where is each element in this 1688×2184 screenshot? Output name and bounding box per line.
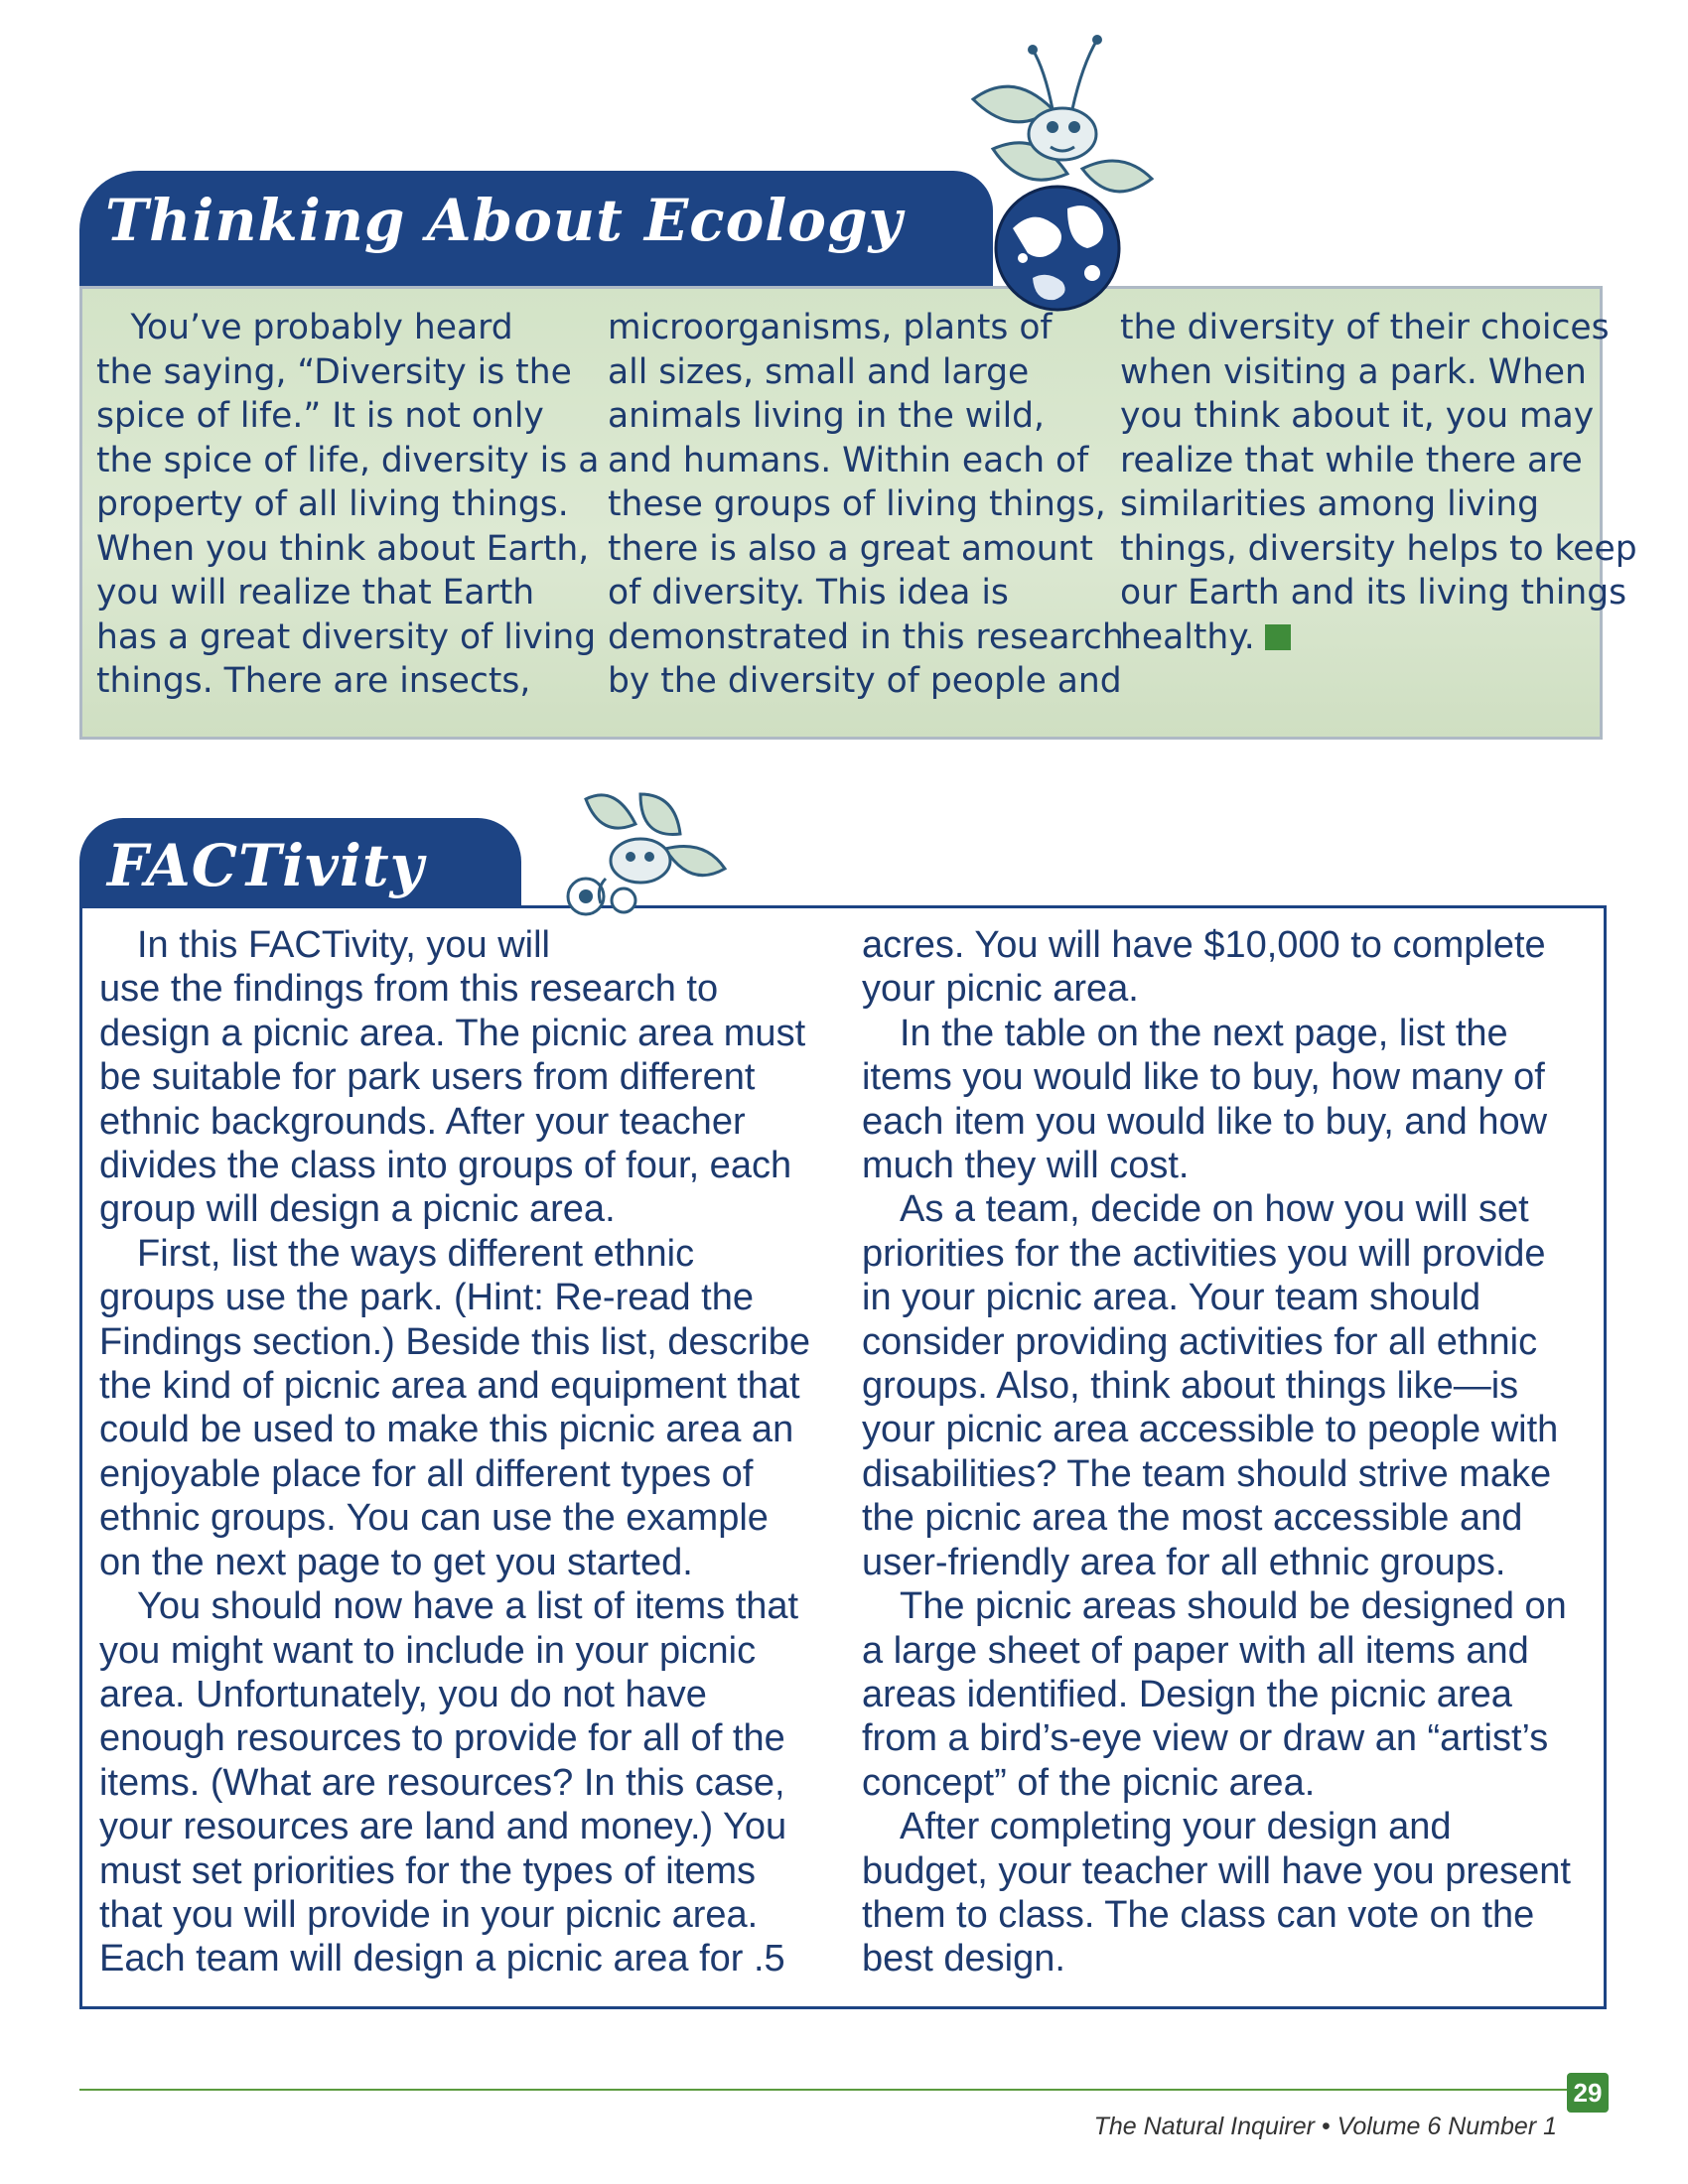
text-line: The picnic areas should be designed on [862,1585,1567,1628]
text-line: items. (What are resources? In this case, [99,1761,785,1804]
ecology-title: Thinking About Ecology [105,187,904,254]
text-line: the diversity of their choices [1120,308,1610,347]
text-line: priorities for the activities you will provide [862,1232,1546,1275]
text-line: your picnic area. [862,968,1139,1011]
text-line: in your picnic area. Your team should [862,1277,1481,1319]
text-line: realize that while there are [1120,440,1583,480]
text-line: animals living in the wild, [608,396,1046,436]
text-line: your resources are land and money.) You [99,1806,787,1848]
text-line: when visiting a park. When [1120,351,1587,392]
flying-insect-illustration [546,779,735,928]
text-line: must set priorities for the types of items [99,1849,757,1892]
factivity-column-2 [862,923,1571,1981]
text-line: budget, your teacher will have you present [862,1849,1571,1892]
text-line-final: healthy. [1120,616,1255,657]
factivity-title: FACTivity [107,832,425,899]
footer-publication: The Natural Inquirer • Volume 6 Number 1 [1093,2113,1557,2140]
text-line: you think about it, you may [1120,396,1595,436]
text-line: things, diversity helps to keep [1120,528,1637,569]
text-line: your picnic area accessible to people with [862,1409,1559,1451]
factivity-column-1 [99,923,810,1981]
text-line: You should now have a list of items that [99,1585,799,1628]
text-line: In this FACTivity, you will [99,924,550,966]
text-line: demonstrated in this research [608,616,1124,657]
text-line: group will design a picnic area. [99,1188,616,1231]
text-line: design a picnic area. The picnic area must [99,1012,806,1054]
bug-on-globe-illustration [953,20,1182,318]
text-line: areas identified. Design the picnic area [862,1673,1512,1715]
text-line: property of all living things. [96,484,569,524]
footer-rule [79,2089,1589,2091]
text-line: spice of life.” It is not only [96,396,544,436]
ecology-column-2 [608,306,1124,704]
text-line: acres. You will have $10,000 to complete [862,924,1546,966]
text-line: disabilities? The team should strive make [862,1452,1552,1495]
text-line: the saying, “Diversity is the [96,351,572,392]
text-line: these groups of living things, [608,484,1106,524]
text-line: Findings section.) Beside this list, describe [99,1320,810,1363]
text-line: be suitable for park users from different [99,1056,756,1099]
text-line: microorganisms, plants of [608,308,1053,347]
text-line: After completing your design and [862,1806,1452,1848]
text-line: by the diversity of people and [608,661,1122,701]
text-line: use the findings from this research to [99,968,719,1011]
text-line: you might want to include in your picnic [99,1629,757,1672]
text-line: In the table on the next page, list the [862,1012,1508,1054]
text-line: user-friendly area for all ethnic groups. [862,1541,1506,1583]
text-line: much they will cost. [862,1145,1190,1187]
text-line: divides the class into groups of four, each [99,1145,792,1187]
text-line: you will realize that Earth [96,573,535,613]
text-line: best design. [862,1938,1065,1980]
ecology-column-3 [1120,306,1637,659]
text-line: them to class. The class can vote on the [862,1893,1535,1936]
text-line: the spice of life, diversity is a [96,440,600,480]
text-line: and humans. Within each of [608,440,1089,480]
text-line: could be used to make this picnic area an [99,1409,794,1451]
text-line: all sizes, small and large [608,351,1030,392]
text-line: When you think about Earth, [96,528,590,569]
text-line: each item you would like to buy, and how [862,1100,1548,1143]
green-square-icon [1265,624,1291,650]
text-line: groups use the park. (Hint: Re-read the [99,1277,755,1319]
text-line: things. There are insects, [96,661,531,701]
text-line: groups. Also, think about things like—is [862,1365,1519,1408]
text-line: concept” of the picnic area. [862,1761,1316,1804]
text-line: has a great diversity of living [96,616,597,657]
text-line: ethnic groups. You can use the example [99,1497,769,1540]
text-line: the kind of picnic area and equipment that [99,1365,800,1408]
text-line [1120,615,1637,660]
text-line: area. Unfortunately, you do not have [99,1673,707,1715]
text-line: on the next page to get you started. [99,1541,693,1583]
text-line: of diversity. This idea is [608,573,1009,613]
text-line: enough resources to provide for all of the [99,1717,785,1760]
ecology-column-1 [96,306,599,704]
text-line: You’ve probably heard [96,308,513,347]
text-line: Each team will design a picnic area for .5 [99,1938,785,1980]
text-line: the picnic area the most accessible and [862,1497,1523,1540]
text-line: First, list the ways different ethnic [99,1232,695,1275]
text-line: our Earth and its living things [1120,573,1627,613]
text-line: enjoyable place for all different types of [99,1452,754,1495]
text-line: ethnic backgrounds. After your teacher [99,1100,746,1143]
text-line: there is also a great amount [608,528,1093,569]
text-line: similarities among living [1120,484,1540,524]
text-line: consider providing activities for all ethnic [862,1320,1538,1363]
text-line: items you would like to buy, how many of [862,1056,1545,1099]
text-line: As a team, decide on how you will set [862,1188,1529,1231]
text-line: a large sheet of paper with all items and [862,1629,1529,1672]
page-number: 29 [1567,2073,1609,2113]
text-line: that you will provide in your picnic area. [99,1893,759,1936]
text-line: from a bird’s-eye view or draw an “artist’s [862,1717,1549,1760]
